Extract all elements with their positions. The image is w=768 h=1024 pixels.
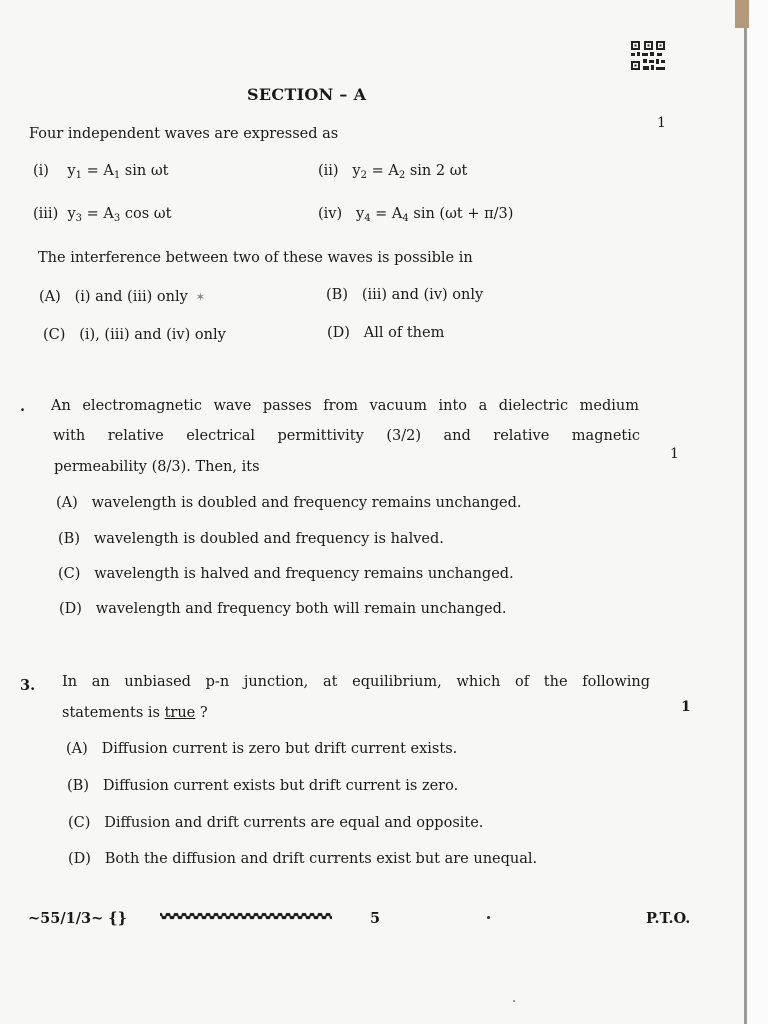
q1-option-a[interactable] [39, 289, 205, 305]
qr-code-icon [630, 40, 666, 72]
page-corner [735, 0, 749, 28]
q3-line-1: In an unbiased p-n junction, at equilibrium, which of the following [62, 674, 650, 690]
wave-sub2: 4 [402, 213, 409, 224]
wave-label: (iii) [33, 206, 59, 222]
q1-wave-4 [318, 206, 513, 224]
wave-sub2: 1 [113, 170, 121, 181]
q2-option-a[interactable] [56, 495, 522, 511]
q3-line-2-post: ? [195, 705, 208, 721]
q2-option-c[interactable] [58, 566, 514, 582]
option-label: (C) [68, 815, 91, 831]
q3-option-d[interactable] [68, 851, 537, 867]
option-text: All of them [363, 325, 445, 341]
section-title: SECTION – A [247, 85, 367, 104]
wave-mid: = A [81, 163, 114, 179]
wave-lhs: y [67, 163, 76, 179]
option-label: (B) [58, 531, 80, 547]
q1-question: The interference between two of these waves is possible in [38, 250, 473, 266]
wave-rhs: sin (ωt + π/3) [408, 206, 514, 222]
q2-number: . [20, 398, 26, 415]
wave-label: (iv) [318, 206, 343, 222]
wave-rhs: cos ωt [120, 206, 172, 222]
q2-line-1: An electromagnetic wave passes from vacuum into a dielectric medium [51, 398, 639, 414]
q3-line-2-emphasis: true [164, 705, 196, 721]
option-text: Diffusion current is zero but drift current exists. [101, 741, 458, 757]
page-number: 5 [370, 910, 381, 927]
q3-line-2 [62, 705, 208, 721]
wave-sub2: 3 [113, 213, 121, 224]
wave-mid: = A [367, 163, 399, 179]
q2-line-3: permeability (8/3). Then, its [54, 459, 260, 475]
q1-wave-2 [318, 163, 467, 181]
wave-rhs: sin ωt [120, 163, 169, 179]
q1-wave-1 [33, 163, 168, 181]
wave-mid: = A [82, 206, 114, 222]
q3-number: 3. [20, 677, 36, 694]
option-label: (A) [66, 741, 88, 757]
paper-code: ~55/1/3~ {} [28, 910, 127, 927]
q3-option-c[interactable] [68, 815, 483, 831]
option-label: (C) [58, 566, 81, 582]
wave-sub2: 2 [398, 170, 406, 181]
option-text: (iii) and (iv) only [361, 287, 484, 303]
option-text: Diffusion current exists but drift current is zero. [102, 778, 459, 794]
q3-option-b[interactable] [67, 778, 458, 794]
q2-option-b[interactable] [58, 531, 444, 547]
page-margin [747, 0, 768, 1024]
wave-sub: 3 [75, 213, 83, 224]
option-text: Diffusion and drift currents are equal and opposite. [104, 815, 484, 831]
wave-sub: 2 [360, 170, 367, 181]
pencil-mark-icon: ✶ [187, 290, 206, 304]
wave-lhs: y [67, 206, 76, 222]
q1-marks: 1 [657, 115, 666, 131]
q2-marks: 1 [670, 446, 679, 462]
option-label: (A) [56, 495, 78, 511]
q3-line-2-pre: statements is [62, 705, 165, 721]
q1-option-c[interactable] [43, 327, 226, 343]
wave-sub: 4 [364, 213, 371, 224]
q2-option-d[interactable] [59, 601, 507, 617]
q3-option-a[interactable] [66, 741, 457, 757]
wave-lhs: y [355, 206, 365, 222]
option-label: (B) [326, 287, 348, 303]
wave-rhs: sin 2 ωt [405, 163, 468, 179]
option-text: Both the diffusion and drift currents exist but are unequal. [104, 851, 538, 867]
wave-label: (i) [33, 163, 49, 179]
wave-mid: = A [370, 206, 403, 222]
squiggle-line-icon [160, 910, 332, 922]
option-label: (D) [327, 325, 350, 341]
dot-mark [487, 916, 490, 919]
stray-mark [513, 1000, 515, 1002]
option-label: (C) [43, 327, 66, 343]
q1-option-b[interactable] [326, 287, 483, 303]
pto-label: P.T.O. [646, 910, 691, 927]
wave-label: (ii) [318, 163, 339, 179]
option-text: wavelength is doubled and frequency is halved. [93, 531, 444, 547]
wave-sub: 1 [75, 170, 82, 181]
q1-wave-3 [33, 206, 171, 224]
option-text: (i) and (iii) only [74, 289, 188, 305]
option-text: wavelength and frequency both will remain unchanged. [95, 601, 507, 617]
option-label: (D) [59, 601, 82, 617]
option-label: (B) [67, 778, 89, 794]
wave-lhs: y [352, 163, 361, 179]
q3-marks: 1 [681, 699, 691, 715]
option-text: wavelength is doubled and frequency remains unchanged. [91, 495, 522, 511]
q2-line-2: with relative electrical permittivity (3/2) and relative magnetic [53, 428, 640, 444]
option-text: wavelength is halved and frequency remains unchanged. [94, 566, 514, 582]
option-label: (A) [39, 289, 61, 305]
q1-option-d[interactable] [327, 325, 444, 341]
option-label: (D) [68, 851, 91, 867]
option-text: (i), (iii) and (iv) only [79, 327, 226, 343]
q1-stem: Four independent waves are expressed as [29, 126, 339, 142]
